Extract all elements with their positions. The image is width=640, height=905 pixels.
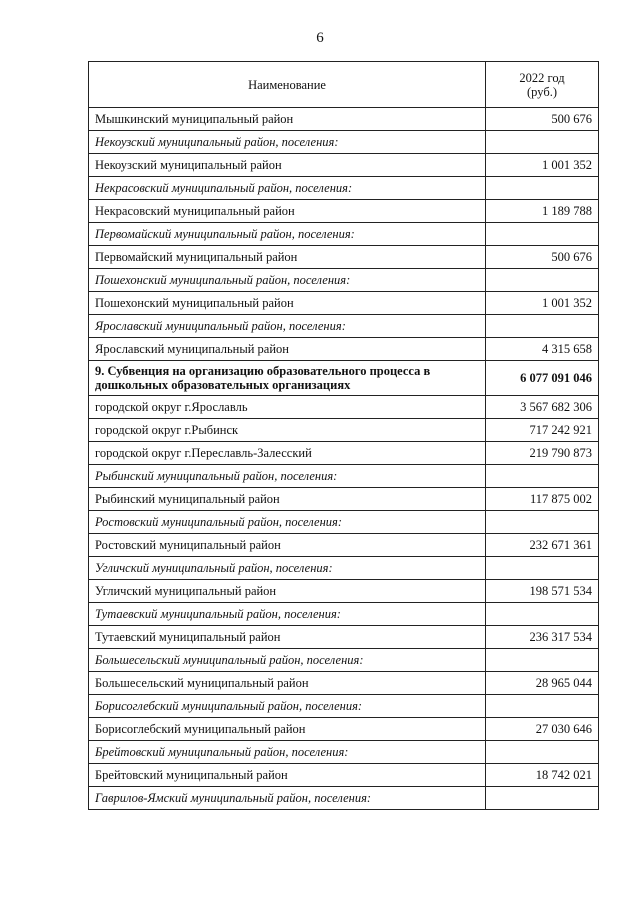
row-amount-cell [486, 787, 599, 810]
table-row [89, 223, 599, 246]
row-name-cell: Угличский муниципальный район [89, 580, 486, 603]
row-amount-cell: 1 001 352 [486, 154, 599, 177]
section-header-cell: Некрасовский муниципальный район, поселения: [89, 177, 486, 200]
row-amount-cell [486, 465, 599, 488]
row-amount-cell: 236 317 534 [486, 626, 599, 649]
table-row [89, 315, 599, 338]
row-amount-cell [486, 557, 599, 580]
column-header-name: Наименование [89, 62, 486, 108]
section-header-cell: Борисоглебский муниципальный район, поселения: [89, 695, 486, 718]
row-name-cell: Рыбинский муниципальный район [89, 488, 486, 511]
table-row [89, 361, 599, 396]
row-name-cell: Борисоглебский муниципальный район [89, 718, 486, 741]
row-name-cell: городской округ г.Ярославль [89, 396, 486, 419]
row-name-cell: Ростовский муниципальный район [89, 534, 486, 557]
table-row [89, 626, 599, 649]
section-header-cell: Некоузский муниципальный район, поселения: [89, 131, 486, 154]
row-amount-cell [486, 511, 599, 534]
row-name-cell: городской округ г.Переславль-Залесский [89, 442, 486, 465]
row-name-cell: Первомайский муниципальный район [89, 246, 486, 269]
row-name-cell: 9. Субвенция на организацию образовательного процесса в дошкольных образовательных организациях [89, 361, 486, 396]
row-name-cell: городской округ г.Рыбинск [89, 419, 486, 442]
row-name-cell: Пошехонский муниципальный район [89, 292, 486, 315]
row-name-cell: Тутаевский муниципальный район [89, 626, 486, 649]
table-row [89, 292, 599, 315]
row-amount-cell [486, 269, 599, 292]
row-name-cell: Некоузский муниципальный район [89, 154, 486, 177]
section-header-cell: Гаврилов-Ямский муниципальный район, поселения: [89, 787, 486, 810]
table-row [89, 396, 599, 419]
table-row [89, 718, 599, 741]
table-row [89, 488, 599, 511]
table-body [89, 108, 599, 810]
table-row [89, 695, 599, 718]
row-amount-cell: 198 571 534 [486, 580, 599, 603]
page-number: 6 [316, 30, 324, 46]
table-row [89, 603, 599, 626]
section-header-cell: Брейтовский муниципальный район, поселения: [89, 741, 486, 764]
row-name-cell: Ярославский муниципальный район [89, 338, 486, 361]
row-amount-cell: 500 676 [486, 246, 599, 269]
table-row [89, 672, 599, 695]
table-row [89, 154, 599, 177]
table-row [89, 465, 599, 488]
table-row [89, 764, 599, 787]
row-amount-cell [486, 177, 599, 200]
table-row [89, 442, 599, 465]
row-name-cell: Большесельский муниципальный район [89, 672, 486, 695]
table-row [89, 419, 599, 442]
row-amount-cell [486, 315, 599, 338]
table-row [89, 649, 599, 672]
table-row [89, 511, 599, 534]
row-amount-cell: 18 742 021 [486, 764, 599, 787]
row-amount-cell: 6 077 091 046 [486, 361, 599, 396]
table-row [89, 787, 599, 810]
row-name-cell: Мышкинский муниципальный район [89, 108, 486, 131]
section-header-cell: Первомайский муниципальный район, поселения: [89, 223, 486, 246]
row-amount-cell [486, 603, 599, 626]
table-row [89, 534, 599, 557]
row-amount-cell: 232 671 361 [486, 534, 599, 557]
table-row [89, 269, 599, 292]
column-header-year-label: 2022 год [519, 70, 565, 85]
section-header-cell: Ростовский муниципальный район, поселения: [89, 511, 486, 534]
row-name-cell: Некрасовский муниципальный район [89, 200, 486, 223]
row-amount-cell [486, 649, 599, 672]
row-amount-cell: 717 242 921 [486, 419, 599, 442]
table-row [89, 246, 599, 269]
section-header-cell: Тутаевский муниципальный район, поселения: [89, 603, 486, 626]
row-amount-cell [486, 695, 599, 718]
row-amount-cell: 3 567 682 306 [486, 396, 599, 419]
row-amount-cell [486, 223, 599, 246]
section-header-cell: Пошехонский муниципальный район, поселения: [89, 269, 486, 292]
section-header-cell: Большесельский муниципальный район, поселения: [89, 649, 486, 672]
column-header-unit: (руб.) [527, 84, 557, 99]
row-name-cell: Брейтовский муниципальный район [89, 764, 486, 787]
row-amount-cell: 1 189 788 [486, 200, 599, 223]
table-row [89, 557, 599, 580]
row-amount-cell [486, 741, 599, 764]
row-amount-cell: 1 001 352 [486, 292, 599, 315]
section-header-cell: Угличский муниципальный район, поселения: [89, 557, 486, 580]
row-amount-cell: 4 315 658 [486, 338, 599, 361]
row-amount-cell: 27 030 646 [486, 718, 599, 741]
table-row [89, 200, 599, 223]
table-header-row [89, 62, 599, 108]
table-row [89, 108, 599, 131]
table-row [89, 580, 599, 603]
row-amount-cell: 500 676 [486, 108, 599, 131]
table-row [89, 177, 599, 200]
row-amount-cell: 117 875 002 [486, 488, 599, 511]
row-amount-cell: 219 790 873 [486, 442, 599, 465]
section-header-cell: Рыбинский муниципальный район, поселения: [89, 465, 486, 488]
table-row [89, 131, 599, 154]
row-amount-cell: 28 965 044 [486, 672, 599, 695]
section-header-cell: Ярославский муниципальный район, поселения: [89, 315, 486, 338]
budget-table [88, 61, 599, 810]
table-row [89, 338, 599, 361]
column-header-year [486, 62, 599, 108]
table-row [89, 741, 599, 764]
row-amount-cell [486, 131, 599, 154]
